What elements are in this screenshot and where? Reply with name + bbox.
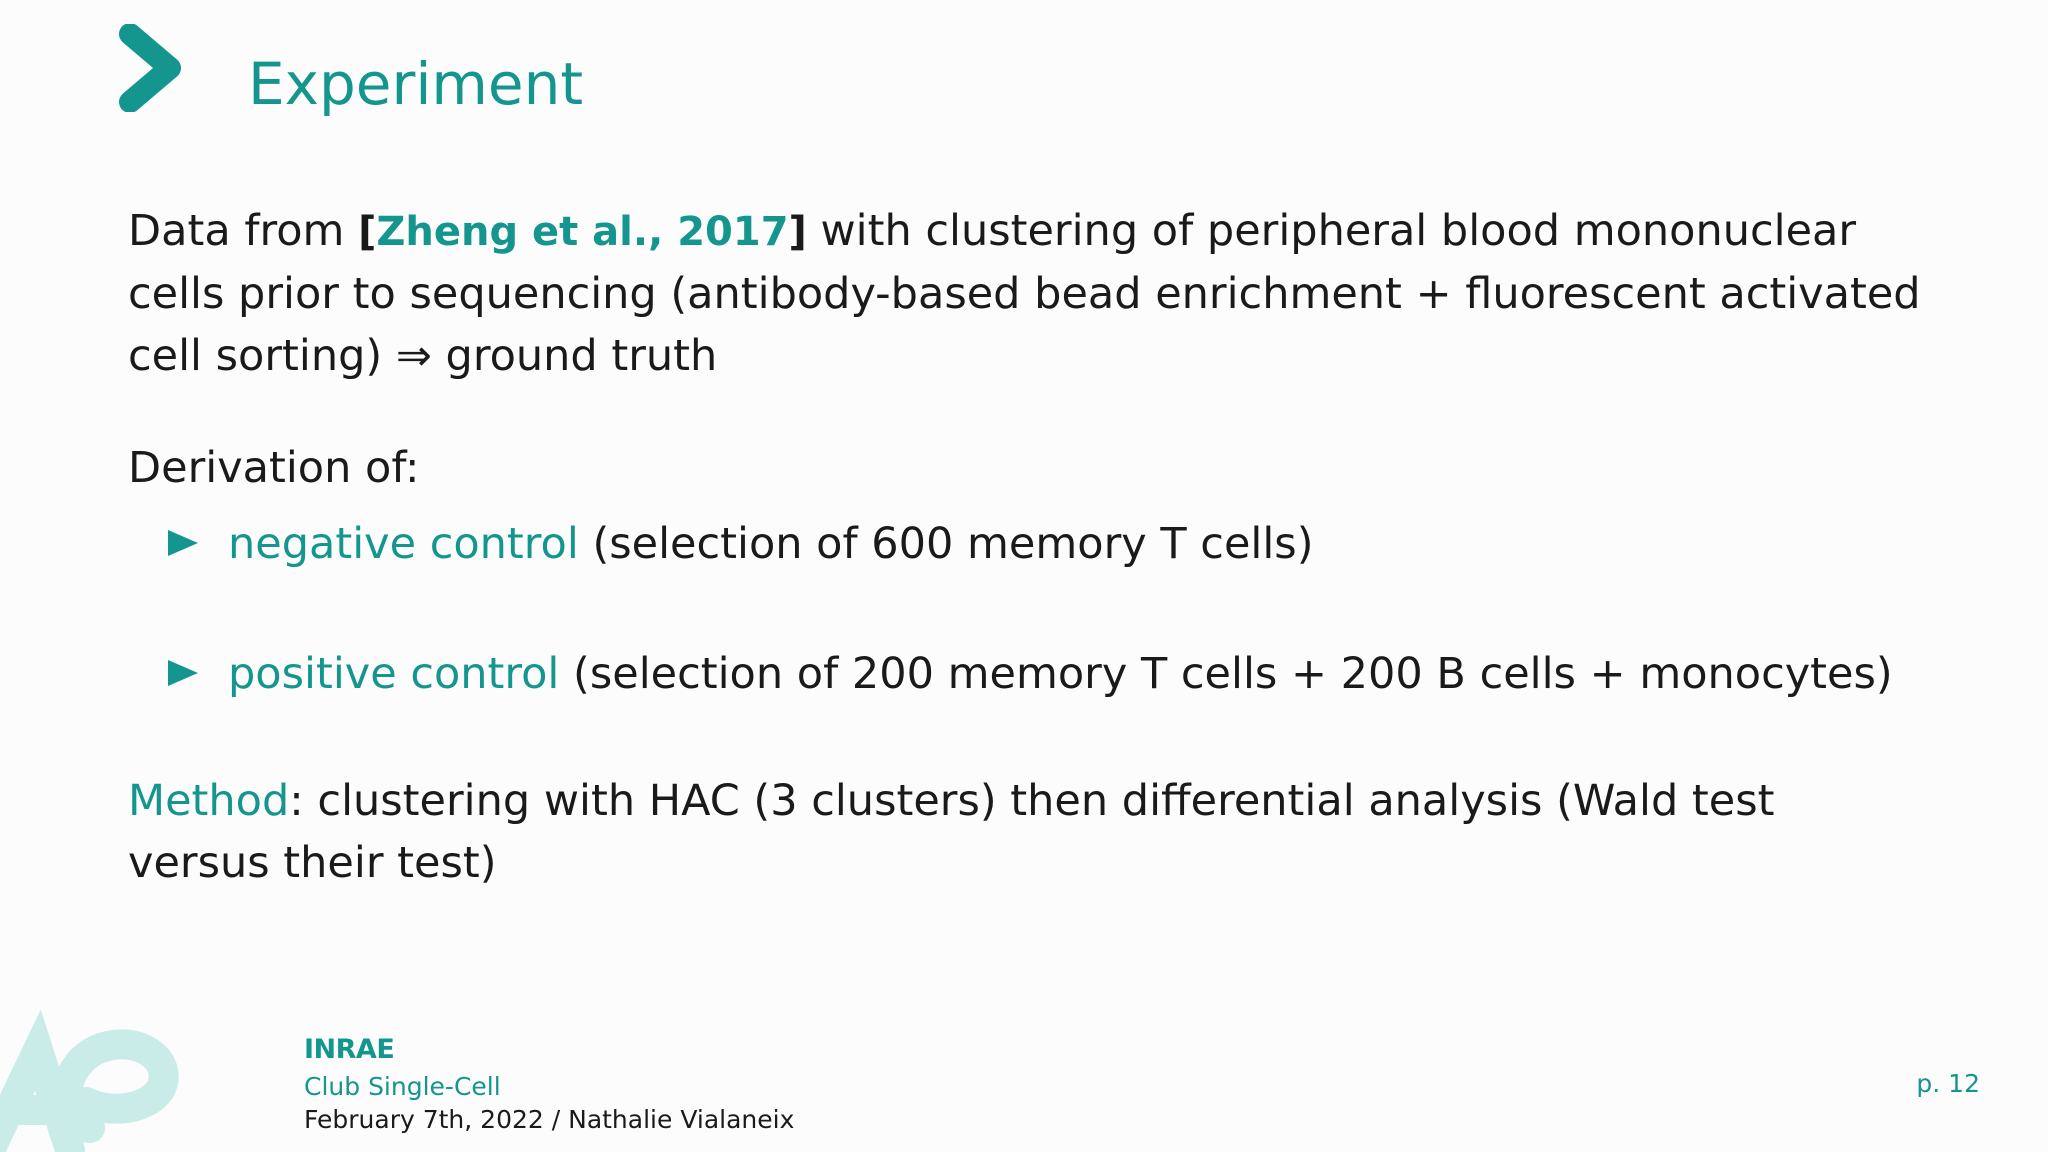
method-text: : clustering with HAC (3 clusters) then differential analysis (Wald test versus their test) xyxy=(128,776,1775,888)
page-number: p. 12 xyxy=(1916,1069,1980,1098)
intro-text-before: Data from xyxy=(128,206,359,256)
list-item xyxy=(168,643,1893,705)
bullet-term: negative control xyxy=(228,519,579,569)
derivation-heading: Derivation of: xyxy=(128,443,420,493)
footer-date-author: February 7th, 2022 / Nathalie Vialaneix xyxy=(304,1105,795,1134)
triangle-right-icon xyxy=(168,660,198,686)
triangle-right-icon xyxy=(168,530,198,556)
footer-event: Club Single-Cell xyxy=(304,1072,501,1101)
inrae-logo-mark-icon xyxy=(0,1010,190,1152)
citation-link[interactable]: Zheng et al., 2017 xyxy=(376,209,789,255)
slide-title: Experiment xyxy=(248,50,584,118)
bullet-text: (selection of 200 memory T cells + 200 B cells + monocytes) xyxy=(559,649,1893,699)
method-term: Method xyxy=(128,776,290,826)
citation-close-bracket: ] xyxy=(788,209,807,255)
chevron-right-icon xyxy=(118,24,190,112)
citation[interactable] xyxy=(358,209,807,255)
intro-paragraph xyxy=(128,200,1928,387)
bullet-term: positive control xyxy=(228,649,560,699)
intro-text-after: with clustering of peripheral blood mononuclear cells prior to sequencing (antibody-based bead enrichment + fluorescent activated cell sorting) ⇒ ground truth xyxy=(128,206,1921,381)
list-item xyxy=(168,513,1313,575)
inrae-logo: INRAE xyxy=(304,1034,395,1065)
citation-open-bracket: [ xyxy=(358,209,377,255)
method-paragraph xyxy=(128,770,1928,894)
bullet-text: (selection of 600 memory T cells) xyxy=(578,519,1314,569)
